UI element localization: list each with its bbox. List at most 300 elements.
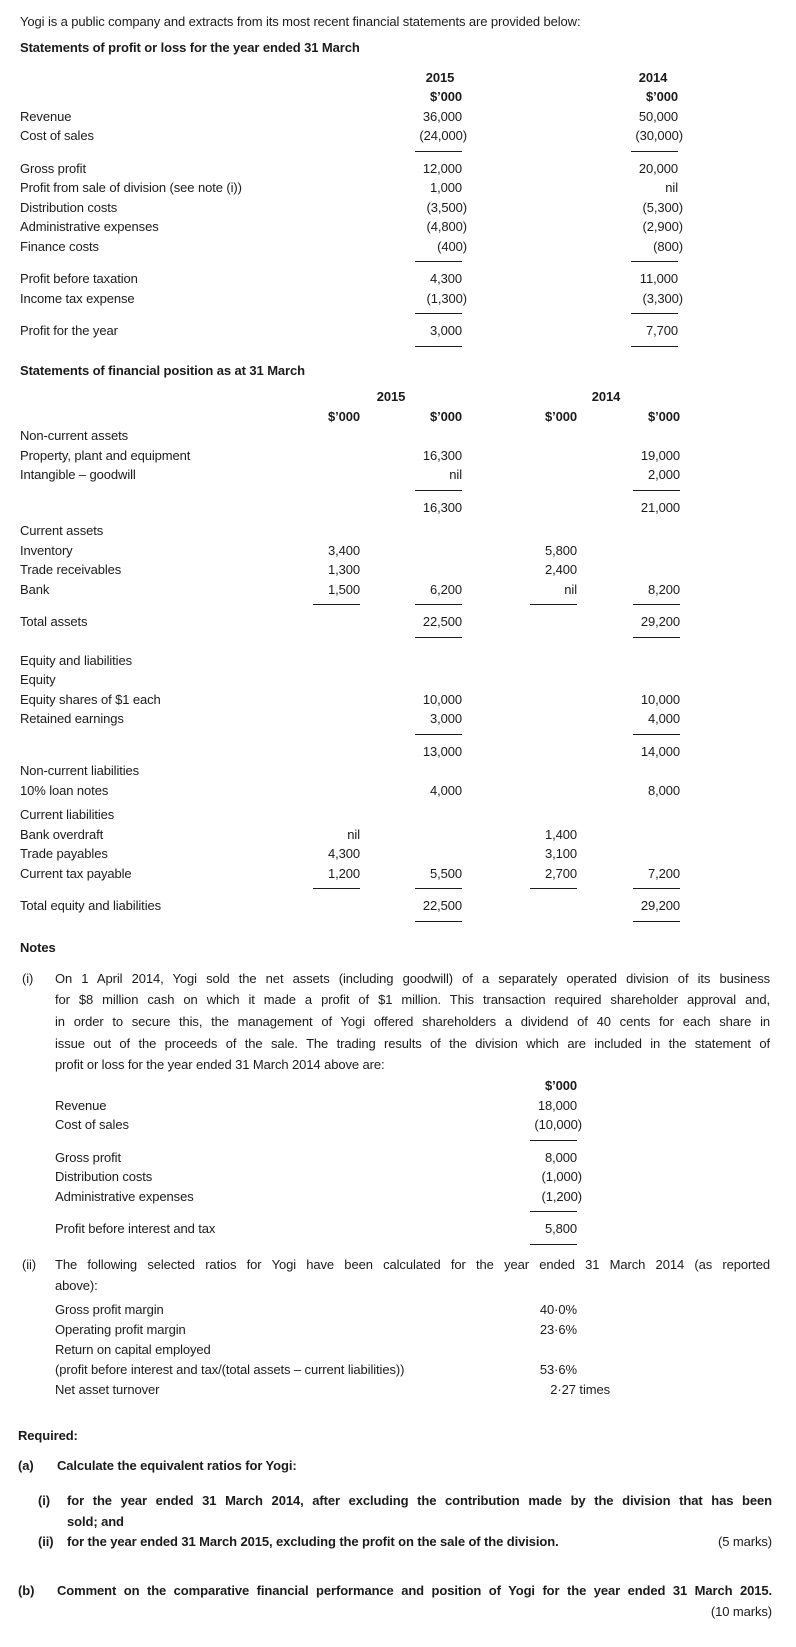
cell-c4	[577, 670, 680, 690]
underline-cell	[577, 599, 680, 612]
cell-c1	[300, 825, 360, 845]
underline-rule	[415, 490, 462, 491]
cell-v	[475, 1187, 582, 1207]
underline-rule	[633, 490, 680, 491]
table-row	[55, 1340, 796, 1360]
table-row	[20, 159, 796, 179]
underline-rule	[631, 346, 678, 347]
cell-c3	[462, 805, 577, 825]
cell-value: 50,000	[638, 108, 678, 124]
underline-rule	[633, 637, 680, 638]
table-row	[20, 825, 796, 845]
units-row-label	[55, 1076, 475, 1096]
row-label	[20, 729, 300, 742]
row-label: Total assets	[20, 614, 88, 629]
cell-c4	[577, 541, 680, 561]
sofp-units-col1	[300, 407, 360, 427]
row-label	[20, 341, 400, 354]
pl-table	[0, 68, 796, 354]
note-i-text	[55, 968, 770, 1077]
row-label: Total equity and liabilities	[20, 898, 162, 913]
cell-c4	[577, 864, 680, 884]
cell-c2	[360, 761, 462, 781]
row-label	[20, 632, 300, 645]
cell-c3	[462, 541, 577, 561]
cell-c3	[462, 446, 577, 466]
cell-b	[462, 198, 683, 218]
required-item-a	[18, 1456, 772, 1476]
cell-value: 5,800	[544, 1221, 577, 1237]
cell-b	[462, 178, 678, 198]
underline-cell	[577, 485, 680, 498]
row-label: Revenue	[55, 1097, 107, 1113]
units-label: $’000	[647, 408, 680, 424]
table-row	[20, 690, 796, 710]
row-label: Net asset turnover	[55, 1382, 160, 1398]
paragraph-line: issue out of the proceeds of the sale. The trading results of the division which are included in the statement of	[55, 1035, 770, 1051]
table-row	[20, 560, 796, 580]
row-label: Profit from sale of division (see note (i))	[20, 180, 242, 195]
required-heading: Required:	[18, 1427, 78, 1443]
cell-c1	[300, 651, 360, 671]
table-rule-row	[55, 1206, 796, 1219]
cell-c2	[360, 580, 462, 600]
units-label: $’000	[429, 408, 462, 424]
cell-c3	[462, 690, 577, 710]
cell-r	[475, 1300, 577, 1320]
underline-rule	[530, 1140, 577, 1141]
intro-paragraph: Yogi is a public company and extracts from its most recent financial statements are provided below:	[20, 14, 581, 29]
table-row	[20, 864, 796, 884]
table-rule-row	[20, 485, 796, 498]
cell-value: 36,000	[422, 108, 462, 124]
pl-units-2015	[400, 87, 462, 107]
table-row	[20, 321, 796, 341]
required-b-marker: (b)	[18, 1583, 35, 1599]
cell-b	[462, 289, 683, 309]
row-label: Property, plant and equipment	[20, 447, 191, 463]
cell-c4	[577, 521, 680, 541]
cell-value: (24,000)	[419, 128, 467, 143]
cell-value: 10,000	[640, 691, 680, 707]
underline-cell	[462, 146, 678, 159]
sofp-units-header-row	[20, 407, 796, 427]
cell-value: 4,300	[327, 846, 360, 861]
cell-c3	[462, 864, 577, 884]
cell-value: 1,300	[327, 562, 360, 577]
cell-c2	[360, 825, 462, 845]
cell-value: 1,000	[429, 180, 462, 195]
required-b-text	[57, 1581, 772, 1602]
underline-rule	[415, 151, 462, 152]
underline-rule	[633, 921, 680, 922]
cell-value: 10,000	[422, 691, 462, 707]
cell-v	[475, 1115, 582, 1135]
cell-c4	[577, 612, 680, 632]
cell-c1	[300, 560, 360, 580]
row-label: Current liabilities	[20, 807, 115, 822]
underline-cell	[360, 599, 462, 612]
underline-cell	[462, 485, 577, 498]
cell-c2	[360, 781, 462, 801]
cell-value: 4,000	[429, 782, 462, 798]
underline-cell	[300, 599, 360, 612]
table-row	[20, 446, 796, 466]
underline-cell	[475, 1135, 577, 1148]
cell-c1	[300, 761, 360, 781]
cell-c1	[300, 844, 360, 864]
underline-cell	[360, 916, 462, 929]
cell-value: 18,000	[537, 1097, 577, 1113]
cell-c1	[300, 465, 360, 485]
cell-value: 14,000	[640, 743, 680, 759]
cell-a	[400, 321, 462, 341]
cell-a	[400, 269, 462, 289]
cell-c4	[577, 781, 680, 801]
cell-value: 3,000	[429, 323, 462, 338]
row-label: Cost of sales	[55, 1117, 129, 1133]
units-row-label	[20, 87, 400, 107]
cell-c2	[360, 709, 462, 729]
underline-cell	[475, 1206, 577, 1219]
row-label: Profit before interest and tax	[55, 1221, 216, 1237]
underline-cell	[462, 916, 577, 929]
cell-c4	[577, 805, 680, 825]
table-rule-row	[20, 632, 796, 645]
cell-b	[462, 237, 683, 257]
underline-rule	[415, 888, 462, 889]
cell-value: 5,800	[544, 542, 577, 558]
cell-c2	[360, 864, 462, 884]
row-label: Retained earnings	[20, 711, 124, 726]
row-label: Profit for the year	[20, 323, 118, 338]
paragraph-line: in order to secure this, the management of Yogi offered shareholders a dividend of 40 cents for each share in	[55, 1013, 770, 1029]
cell-c4	[577, 709, 680, 729]
division-results-table	[55, 1076, 796, 1252]
cell-value: 1,500	[327, 581, 360, 597]
row-label	[20, 146, 400, 159]
underline-cell	[360, 729, 462, 742]
required-a-ii-text: for the year ended 31 March 2015, excluding the profit on the sale of the division.	[67, 1534, 559, 1550]
row-label	[20, 485, 300, 498]
cell-b	[462, 269, 678, 289]
cell-c2	[360, 844, 462, 864]
table-row	[20, 541, 796, 561]
table-rule-row	[55, 1239, 796, 1252]
underline-cell	[400, 146, 462, 159]
cell-value: (800)	[653, 238, 683, 254]
table-row	[20, 521, 796, 541]
cell-b	[462, 107, 678, 127]
underline-cell	[462, 308, 678, 321]
cell-c3	[462, 426, 577, 446]
cell-value: 13,000	[422, 743, 462, 759]
units-row-label	[20, 407, 300, 427]
cell-c1	[300, 498, 360, 518]
underline-cell	[400, 256, 462, 269]
cell-c4	[577, 742, 680, 762]
underline-rule	[415, 346, 462, 347]
table-rule-row	[20, 883, 796, 896]
sofp-statement-title: Statements of financial position as at 31 March	[20, 362, 305, 378]
underline-rule	[415, 637, 462, 638]
underline-rule	[313, 888, 360, 889]
cell-b	[462, 126, 683, 146]
underline-rule	[631, 261, 678, 262]
cell-a	[400, 289, 467, 309]
row-label: Gross profit	[55, 1149, 121, 1165]
cell-value: (2,900)	[642, 219, 683, 234]
paragraph-line: for the year ended 31 March 2014, after excluding the contribution made by the division that has been	[67, 1493, 772, 1509]
cell-c2	[360, 465, 462, 485]
cell-c3	[462, 651, 577, 671]
table-row	[20, 465, 796, 485]
row-label: Distribution costs	[20, 199, 118, 215]
cell-value: 16,300	[422, 499, 462, 515]
cell-value: (3,300)	[642, 290, 683, 306]
cell-c4	[577, 465, 680, 485]
pl-rows	[20, 107, 796, 354]
cell-value: nil	[665, 180, 678, 195]
paragraph-line: profit or loss for the year ended 31 March 2014 above are:	[55, 1057, 385, 1073]
row-label: Intangible – goodwill	[20, 467, 136, 482]
underline-cell	[462, 256, 678, 269]
cell-c1	[300, 580, 360, 600]
cell-value: 4,000	[647, 711, 680, 726]
underline-rule	[631, 313, 678, 314]
paragraph-line: for $8 million cash on which it made a profit of $1 million. This transaction required shareholder approval and,	[55, 992, 770, 1008]
cell-value: (1,300)	[426, 290, 467, 306]
cell-value: 53·6%	[539, 1362, 577, 1378]
note-i	[22, 968, 796, 1077]
row-label	[20, 308, 400, 321]
cell-a	[400, 159, 462, 179]
table-row	[55, 1115, 796, 1135]
cell-r	[475, 1320, 577, 1340]
table-row	[55, 1300, 796, 1320]
marks-a: (5 marks)	[718, 1534, 772, 1550]
cell-value: 23·6%	[539, 1322, 577, 1338]
exam-question-page	[0, 12, 796, 1647]
row-label: Cost of sales	[20, 128, 94, 143]
table-row	[20, 498, 796, 518]
cell-value: nil	[347, 826, 360, 842]
underline-cell	[300, 916, 360, 929]
cell-c1	[300, 742, 360, 762]
cell-c3	[462, 825, 577, 845]
cell-value: 29,200	[640, 898, 680, 913]
row-label: Non-current liabilities	[20, 763, 140, 778]
underline-cell	[300, 883, 360, 896]
row-label: Return on capital employed	[55, 1342, 211, 1358]
cell-c2	[360, 446, 462, 466]
underline-rule	[530, 1211, 577, 1212]
required-item-a-ii	[38, 1532, 772, 1553]
row-label: Administrative expenses	[55, 1188, 194, 1204]
cell-c2	[360, 498, 462, 518]
note-ii-text	[55, 1254, 770, 1296]
required-a-marker: (a)	[18, 1458, 34, 1474]
underline-cell	[300, 729, 360, 742]
row-label	[20, 498, 300, 518]
cell-value: 22,500	[422, 898, 462, 913]
pl-statement-title: Statements of profit or loss for the year ended 31 March	[20, 40, 360, 55]
cell-c2	[360, 560, 462, 580]
table-row	[55, 1360, 796, 1380]
note-ii	[22, 1254, 796, 1296]
underline-rule	[415, 604, 462, 605]
cell-a	[400, 198, 467, 218]
table-row	[20, 217, 796, 237]
cell-v	[475, 1148, 577, 1168]
underline-rule	[530, 888, 577, 889]
cell-c3	[462, 498, 577, 518]
division-units	[475, 1076, 577, 1096]
cell-value: 20,000	[638, 160, 678, 176]
table-row	[55, 1187, 796, 1207]
table-row	[20, 178, 796, 198]
cell-value: nil	[449, 467, 462, 482]
cell-value: 3,000	[429, 711, 462, 726]
cell-c2	[360, 521, 462, 541]
cell-c4	[577, 844, 680, 864]
cell-c1	[300, 709, 360, 729]
row-label: Current assets	[20, 523, 104, 538]
cell-c1	[300, 670, 360, 690]
required-a-i-text	[67, 1491, 772, 1532]
cell-value: 3,400	[327, 542, 360, 558]
underline-rule	[530, 604, 577, 605]
row-label: 10% loan notes	[20, 782, 109, 798]
table-row	[55, 1320, 796, 1340]
cell-c3	[462, 521, 577, 541]
table-row	[20, 896, 796, 916]
cell-c2	[360, 670, 462, 690]
cell-c4	[577, 690, 680, 710]
cell-a	[400, 217, 467, 237]
units-label: $’000	[327, 408, 360, 424]
pl-year-header-row	[20, 68, 796, 88]
required-b-marks-row	[0, 1602, 772, 1623]
sofp-units-col3	[462, 407, 577, 427]
cell-value: 19,000	[640, 447, 680, 463]
row-label: Trade receivables	[20, 562, 122, 577]
cell-value: 6,200	[429, 581, 462, 597]
row-label: Equity shares of $1 each	[20, 691, 161, 707]
sofp-rows	[20, 426, 796, 929]
cell-c1	[300, 446, 360, 466]
cell-c4	[577, 426, 680, 446]
cell-b	[462, 217, 683, 237]
cell-c1	[300, 521, 360, 541]
underline-rule	[530, 1244, 577, 1245]
cell-c3	[462, 709, 577, 729]
row-label: Distribution costs	[55, 1169, 153, 1185]
financial-position-section	[0, 361, 796, 929]
cell-value: (5,300)	[642, 199, 683, 215]
underline-cell	[400, 308, 462, 321]
units-label: $’000	[429, 89, 462, 104]
table-row	[55, 1167, 796, 1187]
cell-c4	[577, 896, 680, 916]
row-label	[20, 916, 300, 929]
sofp-year-2014-header: 2014	[591, 389, 621, 404]
cell-value: (1,200)	[541, 1188, 582, 1204]
cell-c3	[462, 670, 577, 690]
cell-c4	[577, 580, 680, 600]
cell-a	[400, 107, 462, 127]
required-a-ii-marker: (ii)	[38, 1534, 54, 1550]
underline-rule	[633, 888, 680, 889]
underline-cell	[577, 916, 680, 929]
table-rule-row	[55, 1135, 796, 1148]
row-label: Gross profit margin	[55, 1302, 164, 1318]
row-label	[20, 883, 300, 896]
sofp-units-col2	[360, 407, 462, 427]
cell-value: 16,300	[422, 447, 462, 463]
pl-units-2014	[462, 87, 678, 107]
cell-value: 40·0%	[539, 1302, 577, 1318]
cell-c1	[300, 612, 360, 632]
table-rule-row	[20, 341, 796, 354]
pl-year-2015-header: 2015	[425, 69, 455, 85]
cell-c3	[462, 560, 577, 580]
cell-c1	[300, 781, 360, 801]
cell-c3	[462, 781, 577, 801]
row-label: Operating profit margin	[55, 1322, 186, 1338]
cell-value: 22,500	[422, 614, 462, 629]
cell-value: 2,400	[544, 562, 577, 577]
cell-a	[400, 237, 467, 257]
ratios-table	[55, 1300, 796, 1400]
row-label: Bank	[20, 581, 50, 597]
underline-rule	[633, 604, 680, 605]
underline-cell	[462, 599, 577, 612]
underline-cell	[360, 485, 462, 498]
note-i-marker: (i)	[22, 970, 34, 986]
cell-c4	[577, 560, 680, 580]
table-rule-row	[20, 729, 796, 742]
cell-v	[475, 1167, 582, 1187]
cell-v	[475, 1096, 577, 1116]
row-label	[55, 1206, 475, 1219]
row-label: Revenue	[20, 108, 72, 124]
cell-c2	[360, 651, 462, 671]
row-label: Finance costs	[20, 238, 99, 254]
paragraph-line: sold; and	[67, 1513, 124, 1529]
table-row	[20, 107, 796, 127]
paragraph-line: Comment on the comparative financial performance and position of Yogi for the year ended 31 March 2015.	[57, 1583, 772, 1599]
cell-value: (30,000)	[635, 128, 683, 143]
sofp-year-2015-header: 2015	[376, 389, 406, 404]
row-label: Inventory	[20, 542, 73, 558]
units-label: $’000	[544, 408, 577, 424]
pl-year-2014-header: 2014	[638, 69, 668, 85]
table-row	[20, 237, 796, 257]
table-row	[20, 426, 796, 446]
cell-r	[475, 1380, 610, 1400]
cell-c2	[360, 426, 462, 446]
cell-c1	[300, 426, 360, 446]
cell-c4	[577, 651, 680, 671]
table-row	[55, 1219, 796, 1239]
cell-c3	[462, 580, 577, 600]
cell-value: 2,700	[544, 865, 577, 881]
underline-rule	[415, 261, 462, 262]
profit-loss-section	[0, 38, 796, 354]
table-row	[20, 709, 796, 729]
cell-value: 8,000	[544, 1149, 577, 1165]
